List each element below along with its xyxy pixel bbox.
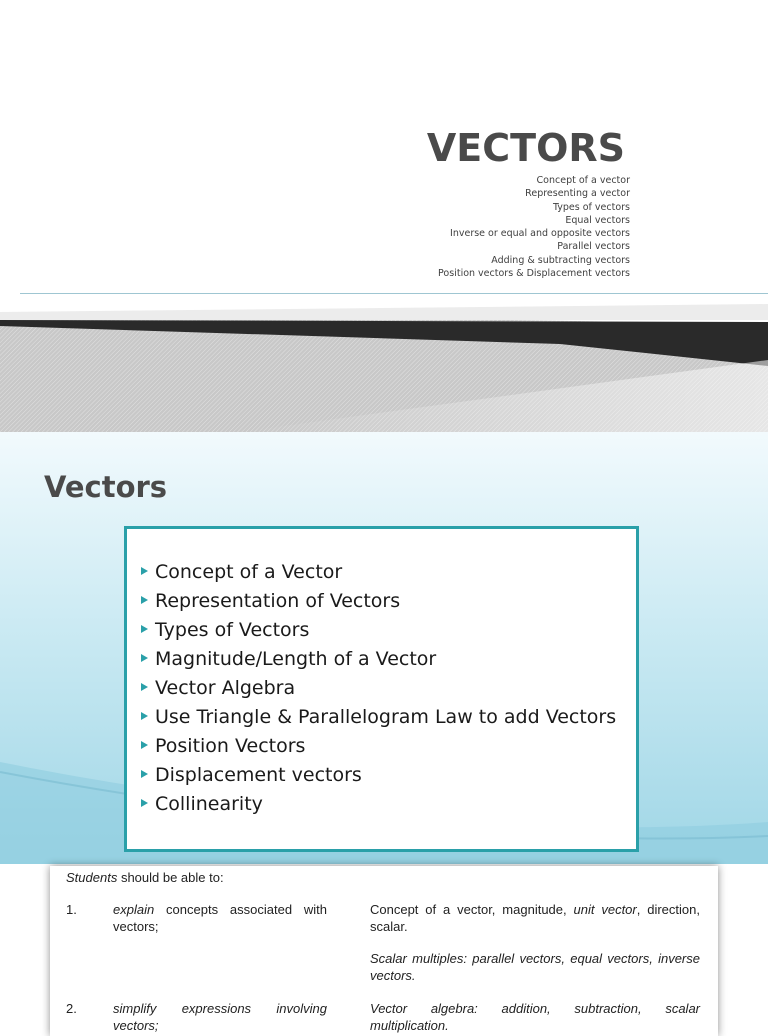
topic-item: Parallel vectors [557, 241, 630, 253]
syllabus-document [50, 866, 718, 1036]
objective-rest: concepts associated with vectors; [113, 902, 327, 934]
list-item-label: Types of Vectors [155, 619, 310, 641]
decorative-gray-band [0, 300, 768, 432]
divider-line [20, 293, 768, 294]
triangle-bullet-icon [141, 567, 148, 575]
triangle-bullet-icon [141, 596, 148, 604]
content-text [370, 901, 700, 935]
topic-item: Inverse or equal and opposite vectors [450, 228, 630, 240]
list-item [155, 791, 626, 817]
list-item-label: Collinearity [155, 793, 263, 815]
list-item-label: Magnitude/Length of a Vector [155, 648, 437, 670]
topics-list [127, 529, 636, 817]
content-note: Scalar multiples: parallel vectors, equal vectors, inverse vectors. [370, 951, 700, 983]
list-item [155, 646, 626, 672]
list-item-label: Concept of a Vector [155, 561, 343, 583]
objective-number: 2. [66, 1001, 77, 1016]
title-slide-heading: VECTORS [426, 126, 625, 170]
syllabus-slide [0, 864, 768, 1033]
title-slide-topic-list [438, 174, 630, 280]
triangle-bullet-icon [141, 683, 148, 691]
objective-number: 1. [66, 902, 77, 917]
topics-slide-heading: Vectors [44, 470, 168, 504]
list-item [155, 588, 626, 614]
list-item [155, 762, 626, 788]
topic-item: Representing a vector [525, 188, 630, 200]
topics-slide [0, 432, 768, 864]
triangle-bullet-icon [141, 625, 148, 633]
content-part: Concept of a vector, magnitude, [370, 902, 574, 917]
list-item-label: Displacement vectors [155, 764, 362, 786]
topic-item: Types of vectors [552, 201, 630, 213]
intro-emphasis: Students [66, 870, 118, 885]
topic-item: Adding & subtracting vectors [491, 254, 630, 266]
content-part-italic: unit vector [573, 902, 637, 917]
topic-item: Concept of a vector [536, 175, 630, 186]
syllabus-intro [66, 870, 224, 885]
list-item [155, 704, 626, 730]
title-slide [0, 0, 768, 432]
topics-box [124, 526, 639, 852]
list-item-label: Vector Algebra [155, 677, 296, 699]
triangle-bullet-icon [141, 799, 148, 807]
triangle-bullet-icon [141, 654, 148, 662]
triangle-bullet-icon [141, 770, 148, 778]
objective-text: simplify expressions involving vectors; [113, 1001, 327, 1033]
list-item-label: Use Triangle & Parallelogram Law to add Vectors [155, 706, 617, 728]
list-item-label: Representation of Vectors [155, 590, 401, 612]
triangle-bullet-icon [141, 712, 148, 720]
topic-item: Equal vectors [565, 214, 630, 226]
list-item-label: Position Vectors [155, 735, 306, 757]
list-item [155, 675, 626, 701]
intro-text: should be able to: [117, 870, 224, 885]
content-text: Vector algebra: addition, subtraction, scalar multiplication. [370, 1001, 700, 1033]
list-item [155, 617, 626, 643]
triangle-bullet-icon [141, 741, 148, 749]
topic-item: Position vectors & Displacement vectors [438, 268, 630, 280]
list-item [155, 733, 626, 759]
content-part: , direction, scalar. [370, 902, 700, 934]
objective-text [113, 901, 327, 935]
objective-verb: explain [113, 902, 155, 917]
list-item [155, 559, 626, 585]
